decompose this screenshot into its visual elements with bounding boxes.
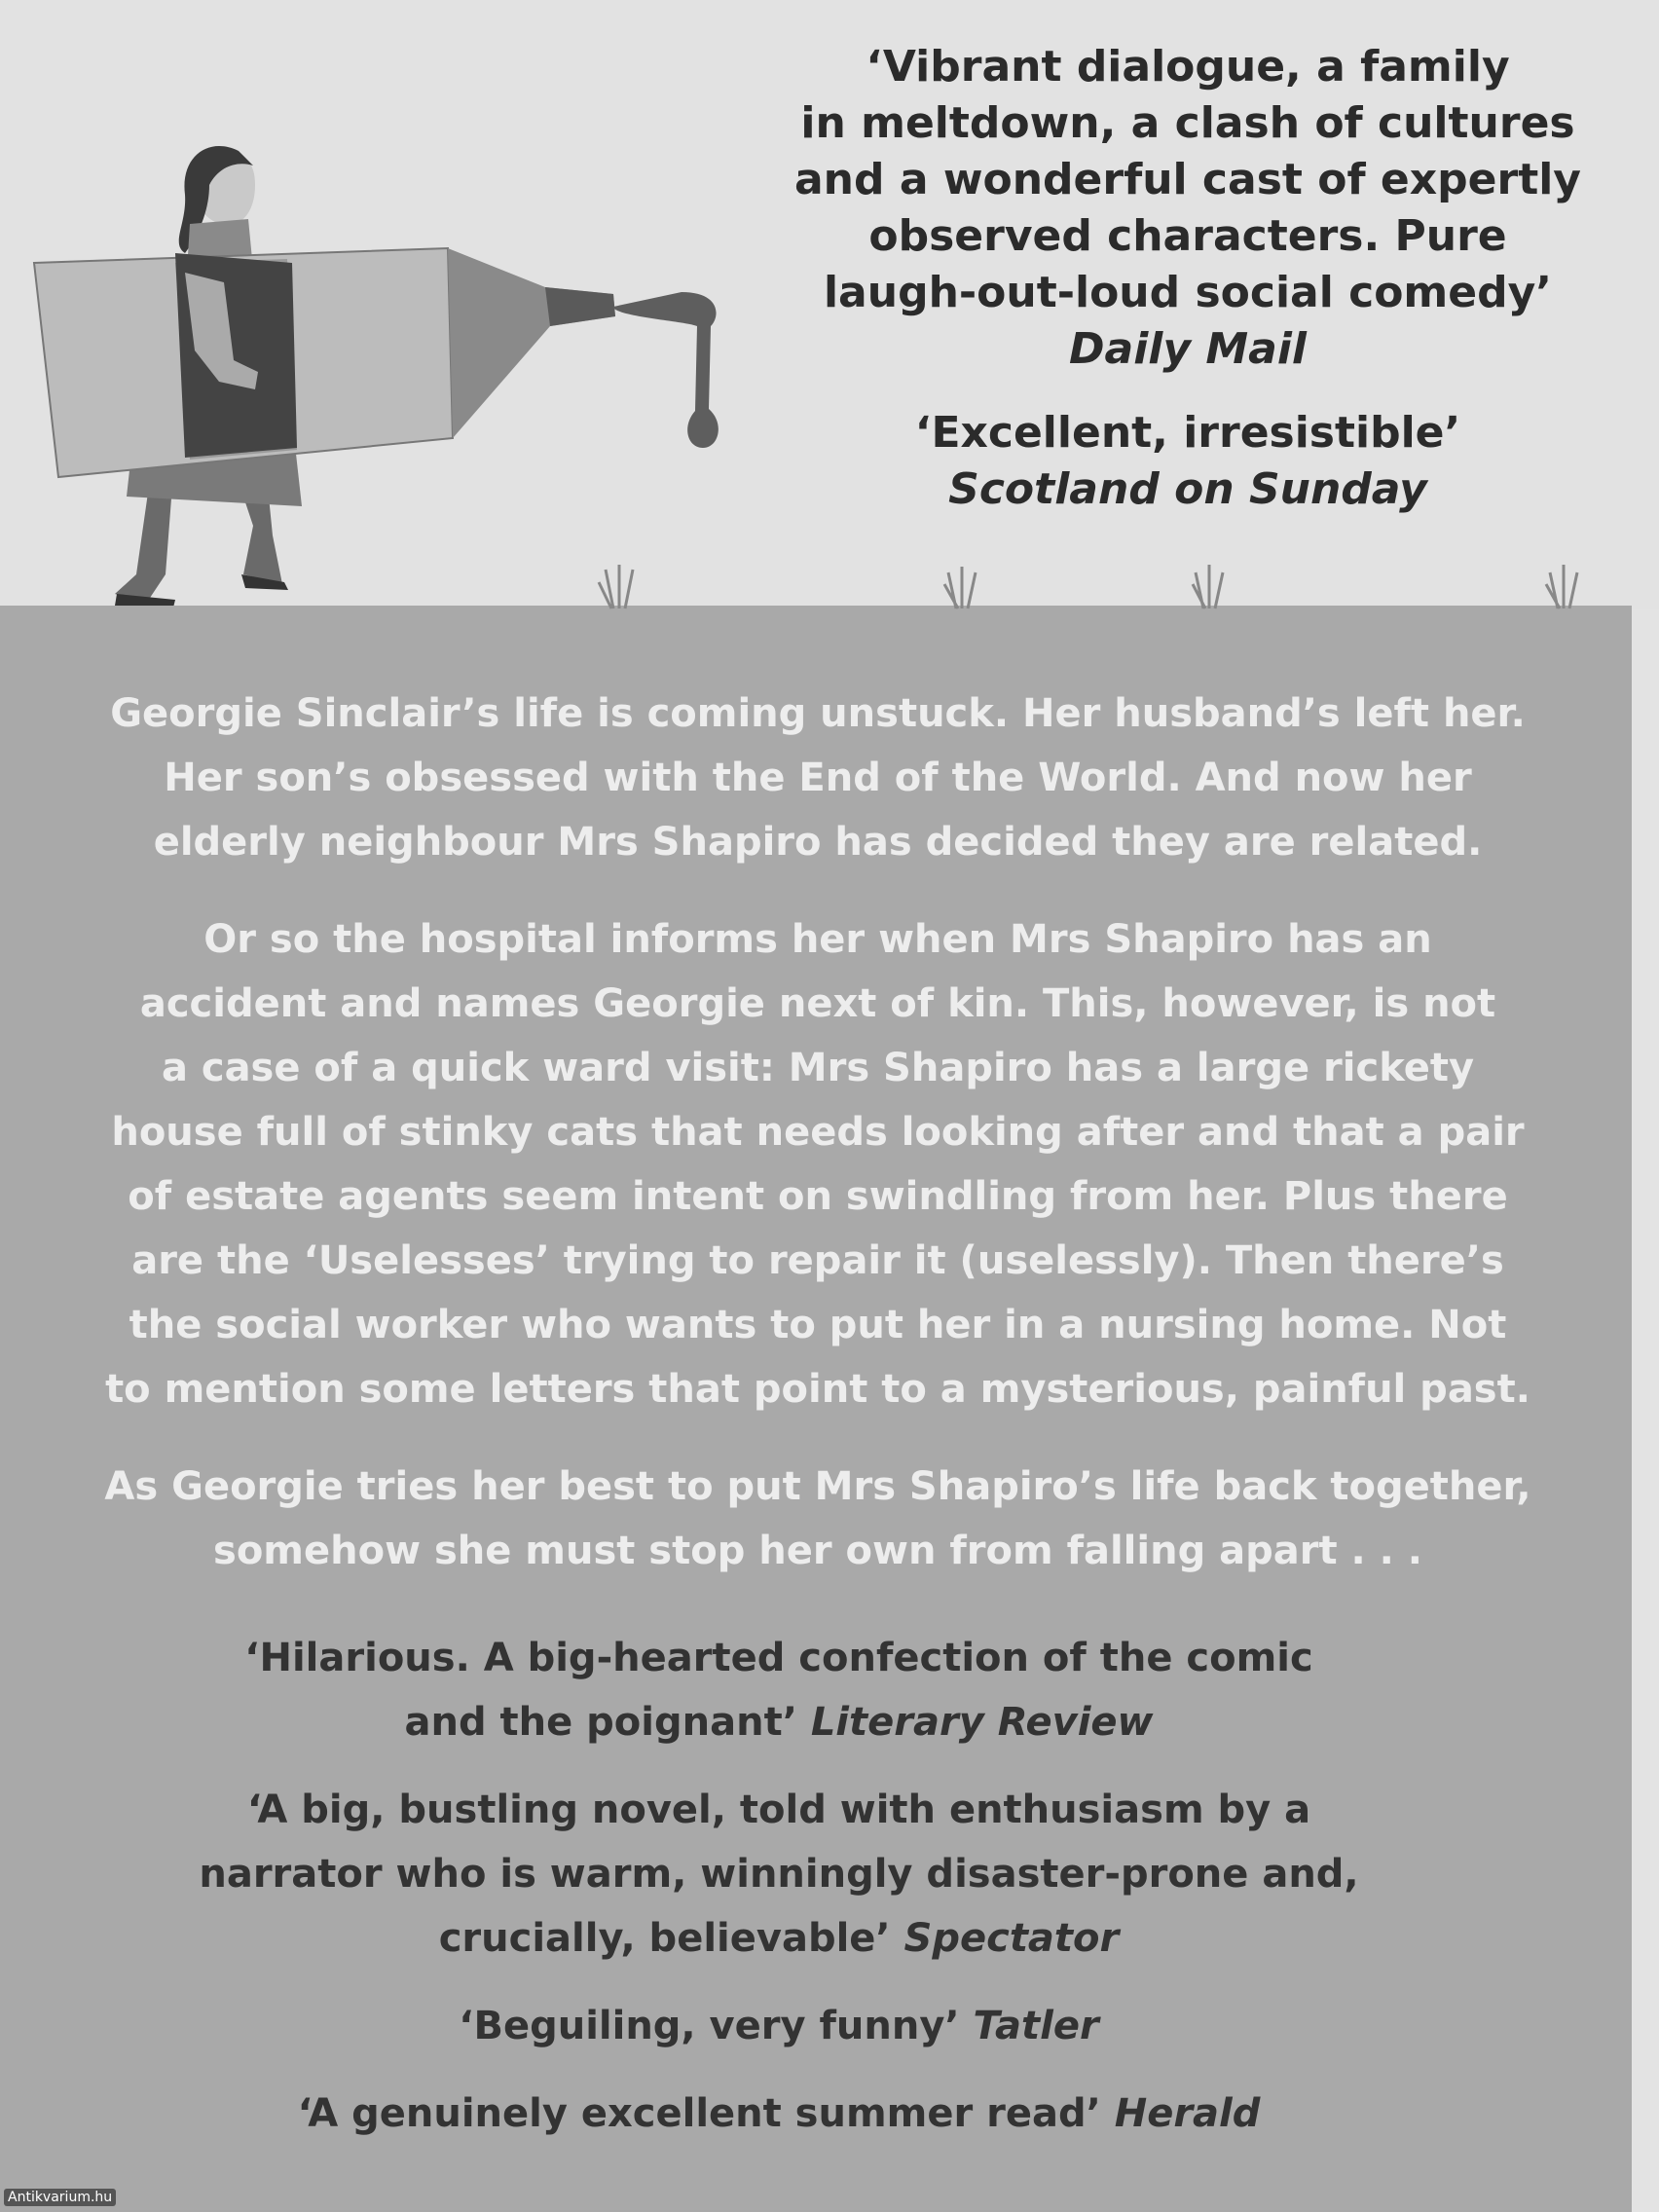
quote-source-daily-mail: Daily Mail [1068, 324, 1308, 374]
review-tatler [97, 1994, 1460, 2058]
grass-tufts-decoration [0, 555, 1659, 613]
blurb-paragraph-1: Georgie Sinclair’s life is coming unstuck. Her husband’s left her. Her son’s obsessed with the End of the World. And now her elderly neighbour Mrs Shapiro has decided they are related. [110, 691, 1526, 865]
review-source: Herald [1114, 2091, 1261, 2136]
review-text: ‘Hilarious. A big-hearted confection of the comic and the poignant’ [244, 1636, 1313, 1745]
quote-scotland-on-sunday: ‘Excellent, irresistible’ [914, 408, 1461, 458]
review-text: ‘A genuinely excellent summer read’ [297, 2091, 1115, 2136]
blurb-paragraph-3: As Georgie tries her best to put Mrs Shapiro’s life back together, somehow she must stop her own from falling apart . . . [104, 1464, 1531, 1573]
quote-daily-mail: ‘Vibrant dialogue, a family in meltdown, a clash of cultures and a wonderful cast of expertly observed characters. Pure laugh-out-loud social comedy’ [793, 42, 1581, 317]
review-text: ‘A big, bustling novel, told with enthusiasm by a narrator who is warm, winningly disaster-prone and, crucially, believable’ [199, 1788, 1359, 1961]
review-spectator [97, 1778, 1460, 1971]
review-herald [97, 2082, 1460, 2146]
review-quotes [97, 1626, 1460, 2169]
review-source: Spectator [903, 1916, 1120, 1961]
blurb [39, 682, 1597, 1616]
quote-source-scotland-on-sunday: Scotland on Sunday [948, 464, 1427, 514]
woman-carrying-fountain-pen-icon [0, 117, 759, 623]
top-quotes [740, 39, 1636, 518]
review-source: Tatler [973, 2004, 1099, 2048]
review-literary-review [97, 1626, 1460, 1754]
review-text: ‘Beguiling, very funny’ [459, 2004, 974, 2048]
blurb-paragraph-2: Or so the hospital informs her when Mrs Shapiro has an accident and names Georgie next of kin. This, however, is not a case of a quick ward visit: Mrs Shapiro has a large rickety house full of stinky cats that needs looking after and that a pair of estate agents seem intent on swindling from her. Plus there are the ‘Uselesses’ trying to repair it (uselessly). Then there’s the social worker who wants to put her in a nursing home. Not to mention some letters that point to a mysterious, painful past. [105, 917, 1530, 1412]
watermark: Antikvarium.hu [4, 2189, 116, 2206]
review-source: Literary Review [810, 1700, 1154, 1745]
